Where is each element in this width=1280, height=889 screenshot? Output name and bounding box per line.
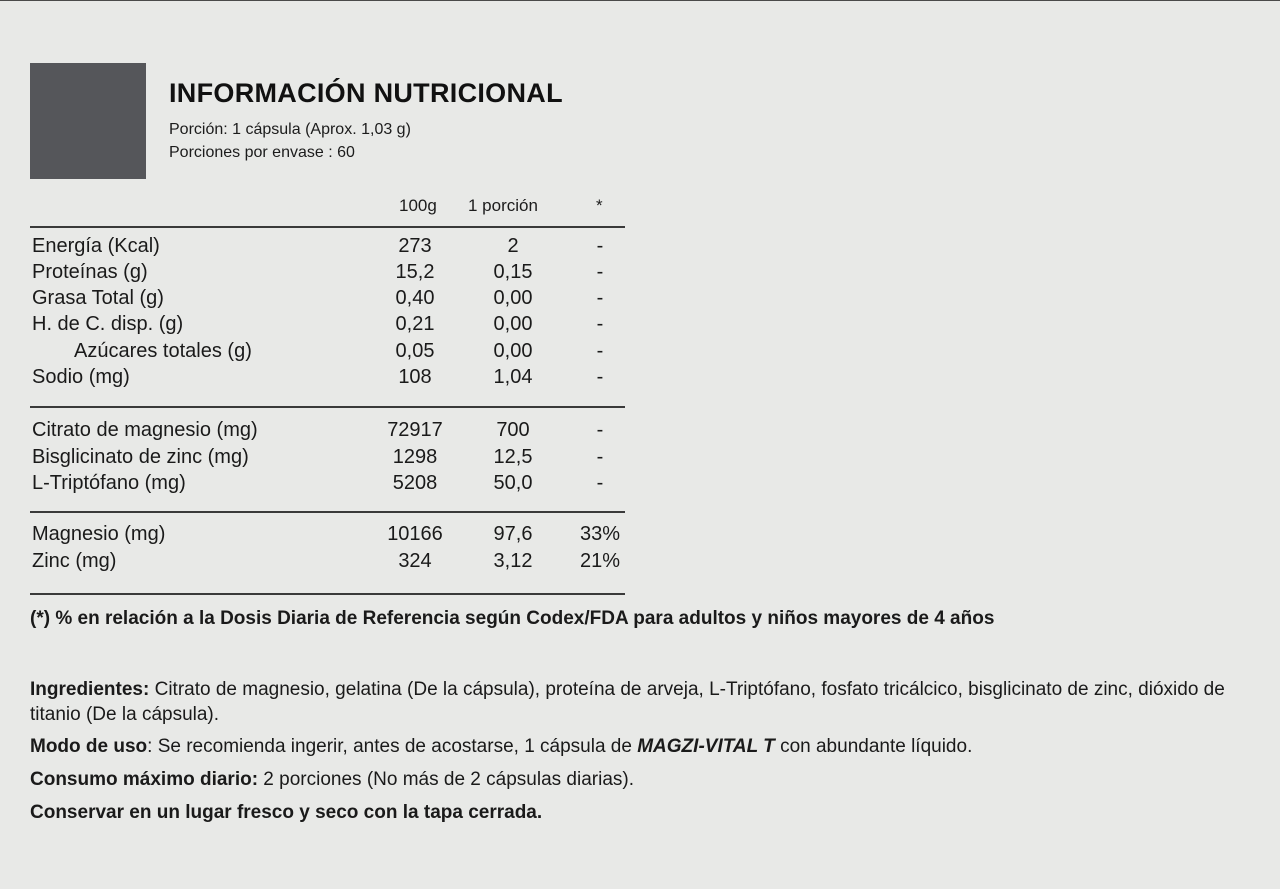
column-header-portion: 1 porción	[468, 196, 538, 215]
ingredients-section	[30, 677, 1250, 727]
table-row	[0, 446, 640, 472]
nutrient-label: Magnesio (mg)	[32, 523, 166, 545]
ingredients-text: Citrato de magnesio, gelatina (De la cápsula), proteína de arveja, L-Triptófano, fosfato tricálcico, bisglicinato de zinc, dióxido de titanio (De la cápsula).	[30, 679, 1225, 725]
value-per-portion: 700	[496, 419, 530, 441]
nutrient-label: H. de C. disp. (g)	[32, 313, 184, 335]
usage-text-end: con abundante líquido.	[774, 736, 973, 757]
value-percent-dv: 21%	[579, 550, 621, 572]
table-row	[0, 419, 640, 445]
value-per-100g: 72917	[387, 419, 443, 441]
table-row	[0, 472, 640, 498]
table-row	[0, 550, 640, 576]
max-daily-section	[30, 767, 1250, 792]
value-per-100g: 10166	[387, 523, 443, 545]
table-row	[0, 235, 640, 261]
nutrient-label: Proteínas (g)	[32, 261, 148, 283]
value-per-100g: 0,21	[395, 313, 435, 335]
value-percent-dv: -	[596, 235, 604, 257]
value-percent-dv: -	[596, 313, 604, 335]
value-percent-dv: -	[596, 419, 604, 441]
value-per-portion: 97,6	[493, 523, 533, 545]
value-per-100g: 0,40	[395, 287, 435, 309]
product-name: MAGZI-VITAL T	[637, 736, 775, 757]
nutrient-label: Grasa Total (g)	[32, 287, 164, 309]
nutrient-label: Azúcares totales (g)	[74, 340, 252, 362]
value-per-100g: 273	[398, 235, 432, 257]
serving-info	[169, 118, 411, 164]
column-header-percent: *	[596, 196, 603, 215]
value-per-portion: 1,04	[493, 366, 533, 388]
value-per-portion: 12,5	[493, 446, 533, 468]
value-percent-dv: 33%	[579, 523, 621, 545]
nutrient-label: Bisglicinato de zinc (mg)	[32, 446, 249, 468]
table-row	[0, 313, 640, 339]
value-per-portion: 50,0	[493, 472, 533, 494]
value-per-100g: 15,2	[395, 261, 435, 283]
nutrient-label: Zinc (mg)	[32, 550, 117, 572]
nutrient-label: L-Triptófano (mg)	[32, 472, 186, 494]
value-per-portion: 0,15	[493, 261, 533, 283]
usage-section	[30, 734, 1250, 759]
value-per-portion: 0,00	[493, 340, 533, 362]
usage-label: Modo de uso	[30, 736, 148, 757]
value-percent-dv: -	[596, 261, 604, 283]
usage-text: : Se recomienda ingerir, antes de acostarse, 1 cápsula de	[147, 736, 638, 757]
reference-footnote: (*) % en relación a la Dosis Diaria de Referencia según Codex/FDA para adultos y niños mayores de 4 años	[30, 608, 995, 629]
table-divider	[30, 511, 625, 513]
value-percent-dv: -	[596, 472, 604, 494]
value-per-100g: 324	[398, 550, 432, 572]
table-row	[0, 366, 640, 392]
serving-size: Porción: 1 cápsula (Aprox. 1,03 g)	[169, 121, 411, 138]
table-row	[0, 340, 640, 366]
value-per-100g: 108	[398, 366, 432, 388]
value-percent-dv: -	[596, 340, 604, 362]
table-divider	[30, 406, 625, 408]
value-per-100g: 5208	[392, 472, 438, 494]
nutrient-label: Energía (Kcal)	[32, 235, 160, 257]
top-border	[0, 0, 1280, 1]
value-percent-dv: -	[596, 446, 604, 468]
product-color-swatch	[30, 63, 146, 179]
table-row	[0, 261, 640, 287]
value-per-portion: 0,00	[493, 287, 533, 309]
page-title: INFORMACIÓN NUTRICIONAL	[169, 78, 563, 108]
max-daily-text: 2 porciones (No más de 2 cápsulas diarias).	[258, 769, 634, 790]
storage-instructions: Conservar en un lugar fresco y seco con la tapa cerrada.	[30, 802, 543, 823]
column-header-100g: 100g	[399, 196, 437, 215]
nutrient-label: Sodio (mg)	[32, 366, 130, 388]
servings-per-container: Porciones por envase : 60	[169, 144, 355, 161]
value-per-100g: 1298	[392, 446, 438, 468]
table-divider	[30, 226, 625, 228]
max-daily-label: Consumo máximo diario:	[30, 769, 259, 790]
value-per-portion: 3,12	[493, 550, 533, 572]
value-per-100g: 0,05	[395, 340, 435, 362]
table-row	[0, 523, 640, 549]
table-row	[0, 287, 640, 313]
value-per-portion: 0,00	[493, 313, 533, 335]
value-percent-dv: -	[596, 287, 604, 309]
nutrient-label: Citrato de magnesio (mg)	[32, 419, 258, 441]
table-divider	[30, 593, 625, 595]
value-per-portion: 2	[507, 235, 519, 257]
ingredients-label: Ingredientes:	[30, 679, 150, 700]
value-percent-dv: -	[596, 366, 604, 388]
